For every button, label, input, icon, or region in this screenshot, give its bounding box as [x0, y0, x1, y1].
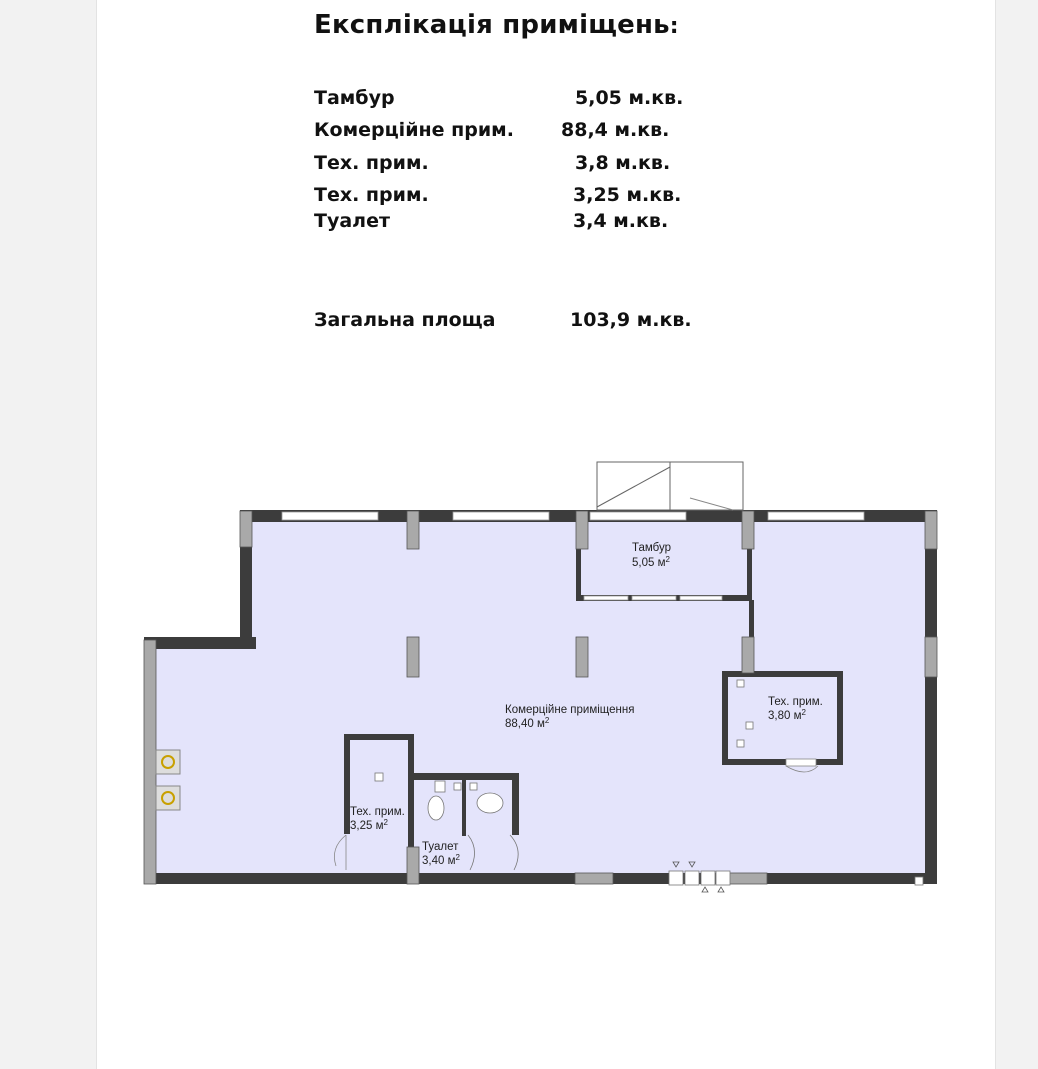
total-area-label: Загальна площа: [314, 309, 496, 331]
explication-row-area: 88,4 м.кв.: [561, 119, 670, 141]
room-name-commercial: Комерційне приміщення: [505, 704, 635, 716]
explication-row-area: 3,25 м.кв.: [573, 184, 682, 206]
explication-row-area: 3,8 м.кв.: [575, 152, 671, 174]
room-area-commercial: 88,40 $м^2$: [505, 716, 550, 730]
explication-row-name: Тех. прим.: [314, 184, 429, 206]
room-area-tambur: 5,05 $м^2$: [632, 555, 670, 569]
explication-row-area: 3,4 м.кв.: [573, 210, 669, 232]
room-name-tech-right: Тех. прим.: [768, 696, 823, 708]
tambur-glass: [584, 596, 722, 600]
explication-title: Експлікація приміщень:: [314, 10, 679, 40]
explication-row-name: Тамбур: [314, 87, 395, 109]
total-area-value: 103,9 м.кв.: [570, 309, 692, 331]
room-area-tech-right: 3,80 $м^2$: [768, 708, 806, 722]
explication-row-name: Туалет: [314, 210, 390, 232]
room-name-tambur: Тамбур: [632, 542, 672, 554]
room-area-toilet: 3,40 $м^2$: [422, 853, 460, 867]
explication-row-name: Тех. прим.: [314, 152, 429, 174]
room-area-tech-left: 3,25 $м^2$: [350, 818, 388, 832]
entrance-canopy: [597, 462, 743, 510]
explication-row-name: Комерційне прим.: [314, 119, 514, 141]
room-name-toilet: Туалет: [422, 841, 459, 853]
room-name-tech-left: Тех. прим.: [350, 806, 405, 818]
explication-row-area: 5,05 м.кв.: [575, 87, 684, 109]
